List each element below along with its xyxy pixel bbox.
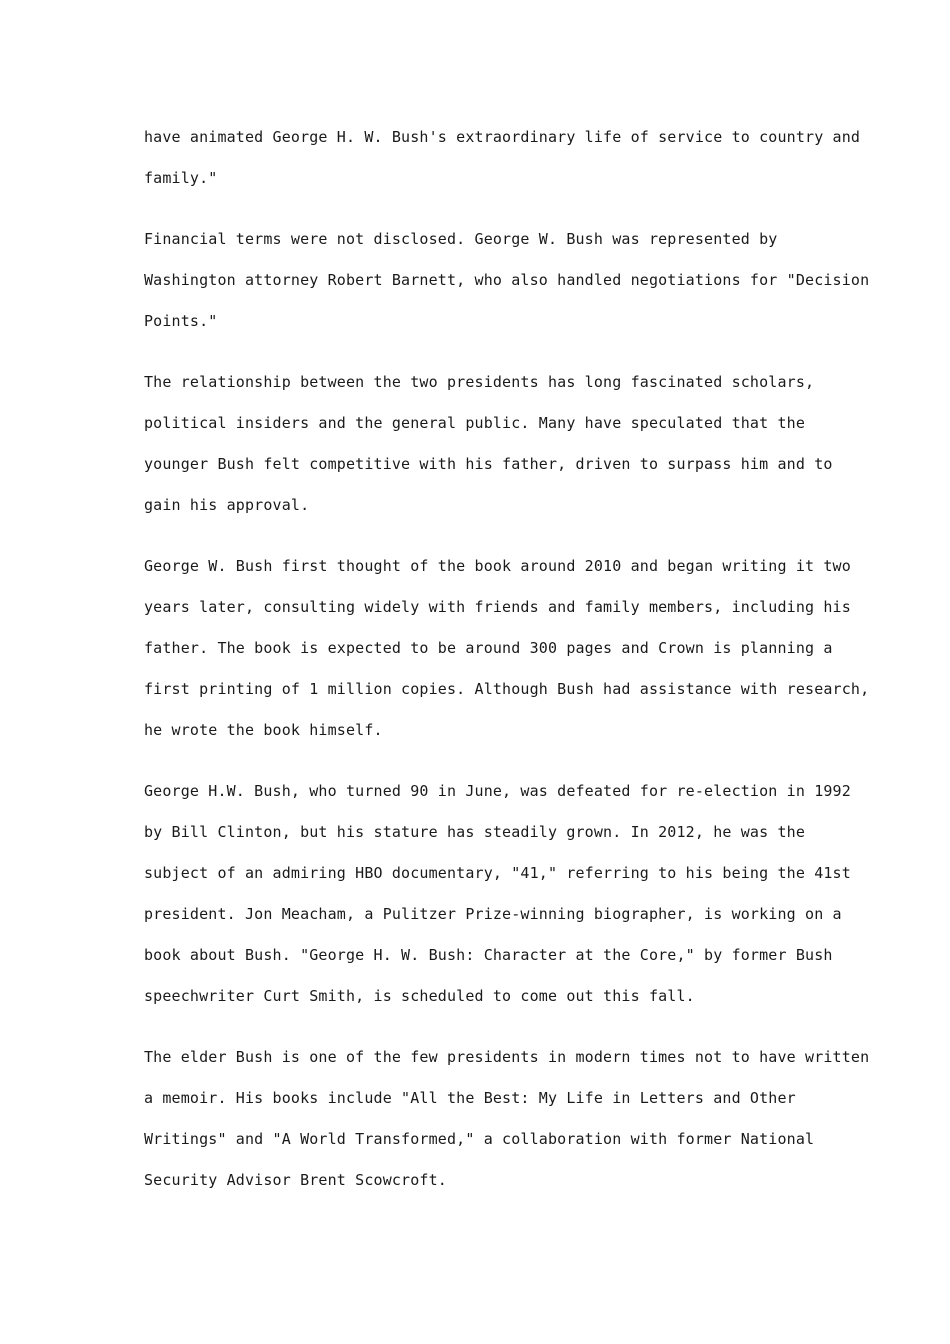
text-line: by Bill Clinton, but his stature has steadily grown. In 2012, he was the — [144, 823, 806, 841]
text-line: subject of an admiring HBO documentary, "41," referring to his being the 41st — [144, 864, 851, 882]
text-line: family." — [144, 169, 218, 187]
text-line: political insiders and the general public. Many have speculated that the — [144, 414, 806, 432]
text-line: first printing of 1 million copies. Although Bush had assistance with research, — [144, 680, 870, 698]
paragraph-4 — [144, 546, 870, 751]
text-line: Security Advisor Brent Scowcroft. — [144, 1171, 447, 1189]
text-line: The relationship between the two presidents has long fascinated scholars, — [144, 373, 815, 391]
text-line: George W. Bush first thought of the book around 2010 and began writing it two — [144, 557, 851, 575]
text-line: George H.W. Bush, who turned 90 in June, was defeated for re-election in 1992 — [144, 782, 851, 800]
text-line: have animated George H. W. Bush's extraordinary life of service to country and — [144, 128, 861, 146]
text-line: he wrote the book himself. — [144, 721, 383, 739]
text-line: a memoir. His books include "All the Best: My Life in Letters and Other — [144, 1089, 796, 1107]
text-line: book about Bush. "George H. W. Bush: Character at the Core," by former Bush — [144, 946, 833, 964]
document-body — [144, 117, 870, 1221]
paragraph-3 — [144, 362, 833, 526]
text-line: Writings" and "A World Transformed," a collaboration with former National — [144, 1130, 815, 1148]
text-line: years later, consulting widely with friends and family members, including his — [144, 598, 851, 616]
text-line: The elder Bush is one of the few presidents in modern times not to have written — [144, 1048, 870, 1066]
text-line: speechwriter Curt Smith, is scheduled to come out this fall. — [144, 987, 695, 1005]
text-line: Washington attorney Robert Barnett, who also handled negotiations for "Decision — [144, 271, 870, 289]
paragraph-6 — [144, 1037, 870, 1201]
text-line: younger Bush felt competitive with his father, driven to surpass him and to — [144, 455, 833, 473]
text-line: president. Jon Meacham, a Pulitzer Prize-winning biographer, is working on a — [144, 905, 842, 923]
text-line: Financial terms were not disclosed. George W. Bush was represented by — [144, 230, 778, 248]
paragraph-2 — [144, 219, 870, 342]
paragraph-5 — [144, 771, 851, 1017]
text-line: Points." — [144, 312, 218, 330]
text-line: gain his approval. — [144, 496, 310, 514]
text-line: father. The book is expected to be around 300 pages and Crown is planning a — [144, 639, 833, 657]
paragraph-1 — [144, 117, 861, 199]
